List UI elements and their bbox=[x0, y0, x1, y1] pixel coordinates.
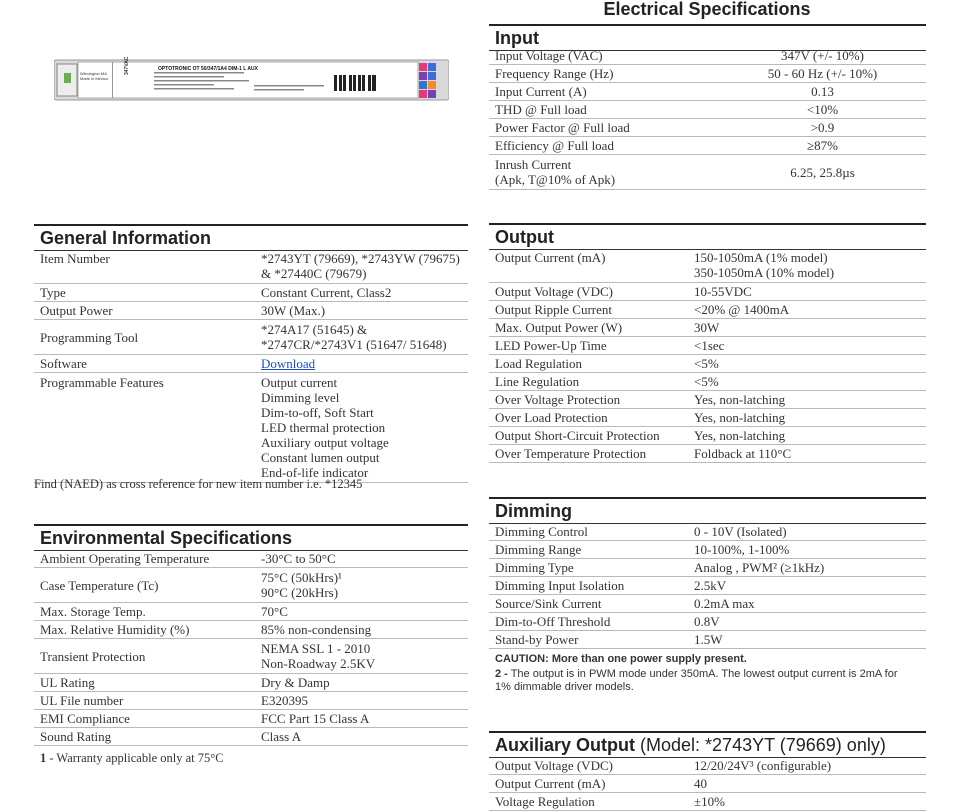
table-row: Output Power 30W (Max.) bbox=[34, 302, 468, 320]
environmental-section-title: Environmental Specifications bbox=[34, 524, 468, 551]
caution-text: CAUTION: More than one power supply present. bbox=[495, 653, 747, 665]
table-row: Output Current (mA) 150-1050mA (1% model) 350-1050mA (10% model) bbox=[489, 248, 926, 283]
general-footnote: Find (NAED) as cross reference for new item number i.e. *12345 bbox=[34, 477, 363, 491]
table-row: Dimming Type Analog , PWM² (≥1kHz) bbox=[489, 559, 926, 577]
download-link[interactable]: Download bbox=[261, 356, 316, 371]
table-row: Max. Relative Humidity (%) 85% non-condensing bbox=[34, 621, 468, 639]
table-row: Programming Tool *274A17 (51645) & *2747CR/*2743V1 (51647/ 51648) bbox=[34, 320, 468, 355]
page-title: Electrical Specifications bbox=[603, 0, 811, 19]
table-row: UL File number E320395 bbox=[34, 692, 468, 710]
table-row: Dimming Control 0 - 10V (Isolated) bbox=[489, 523, 926, 541]
table-row: Output Voltage (VDC) 10-55VDC bbox=[489, 283, 926, 301]
table-row: Item Number *2743YT (79669), *2743YW (79675) & *27440C (79679) bbox=[34, 249, 468, 284]
table-row: Over Temperature Protection Foldback at 110°C bbox=[489, 445, 926, 463]
table-row: Source/Sink Current 0.2mA max bbox=[489, 595, 926, 613]
table-row: Transient Protection NEMA SSL 1 - 2010 Non-Roadway 2.5KV bbox=[34, 639, 468, 674]
table-row: Ambient Operating Temperature -30°C to 50°C bbox=[34, 550, 468, 568]
table-row: Type Constant Current, Class2 bbox=[34, 284, 468, 302]
general-table bbox=[34, 249, 468, 483]
environmental-table bbox=[34, 550, 468, 746]
environmental-footnote: 1 - Warranty applicable only at 75°C bbox=[40, 751, 224, 765]
product-origin: Wilmington MA Made in Mexico bbox=[80, 71, 109, 81]
table-row: Load Regulation <5% bbox=[489, 355, 926, 373]
auxiliary-table bbox=[489, 757, 926, 811]
output-table bbox=[489, 248, 926, 463]
table-row: EMI Compliance FCC Part 15 Class A bbox=[34, 710, 468, 728]
product-model: OT 50/347/1A4 DIM-1 L AUX bbox=[192, 66, 258, 72]
table-row: Frequency Range (Hz) 50 - 60 Hz (+/- 10%) bbox=[489, 65, 926, 83]
table-row: Stand-by Power 1.5W bbox=[489, 631, 926, 649]
table-row: LED Power-Up Time <1sec bbox=[489, 337, 926, 355]
general-section-title: General Information bbox=[34, 224, 468, 251]
input-section-title: Input bbox=[489, 24, 926, 51]
table-row: THD @ Full load <10% bbox=[489, 101, 926, 119]
table-row: Over Voltage Protection Yes, non-latching bbox=[489, 391, 926, 409]
table-row: Dimming Input Isolation 2.5kV bbox=[489, 577, 926, 595]
table-row: Case Temperature (Tc) 75°C (50kHrs)¹ 90°C (20kHrs) bbox=[34, 568, 468, 603]
table-row: Input Voltage (VAC) 347V (+/- 10%) bbox=[489, 47, 926, 65]
table-row: Software Download bbox=[34, 355, 468, 373]
product-brand: OPTOTRONIC bbox=[158, 66, 192, 72]
table-row: Voltage Regulation ±10% bbox=[489, 793, 926, 811]
table-row: Output Ripple Current <20% @ 1400mA bbox=[489, 301, 926, 319]
table-row: Input Current (A) 0.13 bbox=[489, 83, 926, 101]
output-section-title: Output bbox=[489, 223, 926, 250]
input-table bbox=[489, 47, 926, 190]
table-row: Power Factor @ Full load >0.9 bbox=[489, 119, 926, 137]
table-row: Max. Output Power (W) 30W bbox=[489, 319, 926, 337]
table-row: Over Load Protection Yes, non-latching bbox=[489, 409, 926, 427]
table-row: Sound Rating Class A bbox=[34, 728, 468, 746]
product-voltage-label: 347VAC bbox=[124, 56, 130, 75]
table-row: Line Regulation <5% bbox=[489, 373, 926, 391]
table-row: Dim-to-Off Threshold 0.8V bbox=[489, 613, 926, 631]
table-row: Inrush Current (Apk, T@10% of Apk) 6.25, 25.8µs bbox=[489, 155, 926, 190]
table-row: Output Short-Circuit Protection Yes, non-latching bbox=[489, 427, 926, 445]
table-row: Output Current (mA) 40 bbox=[489, 775, 926, 793]
table-row: UL Rating Dry & Damp bbox=[34, 674, 468, 692]
product-image bbox=[54, 55, 449, 105]
dimming-table bbox=[489, 523, 926, 649]
table-row: Programmable Features Output current Dimming level Dim-to-off, Soft Start LED thermal protection Auxiliary output voltage Constant lumen output End-of-life indicator bbox=[34, 373, 468, 483]
table-row: Output Voltage (VDC) 12/20/24V³ (configurable) bbox=[489, 757, 926, 775]
dimming-footnote: 2 - The output is in PWM mode under 350mA. The lowest output current is 2mA for 1% dimmable driver models. bbox=[495, 668, 898, 693]
table-row: Dimming Range 10-100%, 1-100% bbox=[489, 541, 926, 559]
table-row: Max. Storage Temp. 70°C bbox=[34, 603, 468, 621]
auxiliary-section-title: Auxiliary Output (Model: *2743YT (79669) only) bbox=[489, 731, 926, 758]
dimming-section-title: Dimming bbox=[489, 497, 926, 524]
table-row: Efficiency @ Full load ≥87% bbox=[489, 137, 926, 155]
